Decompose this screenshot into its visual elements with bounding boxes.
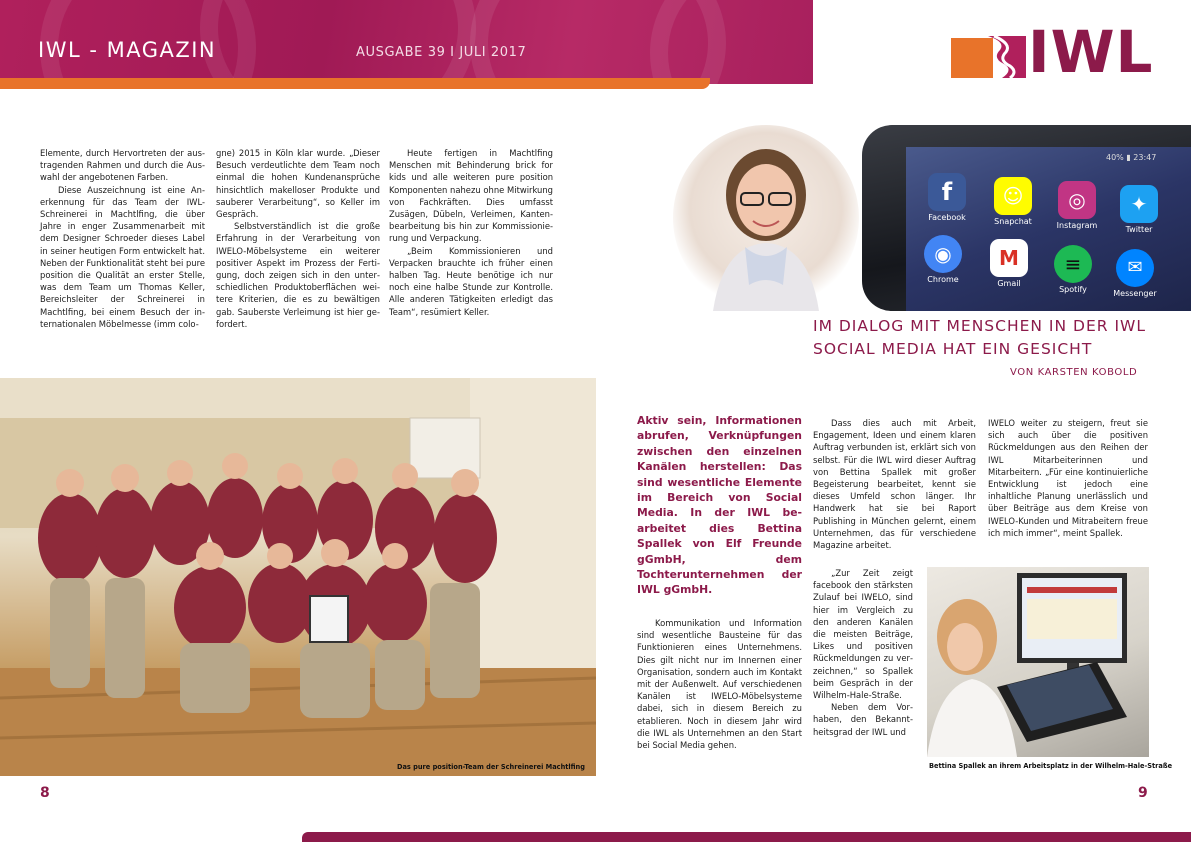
app-label: Spotify (1059, 285, 1087, 294)
app-label: Chrome (927, 275, 959, 284)
paragraph: Diese Auszeichnung ist eine Anerkennung für das Team der IWL-Schreinerei in Machtlfing, die über Jahre in enger Zusammenarbeit mit dem Designer Schroeder dieses Label in seiner heutigen Form entwickelt hat. Neben der Funktionalität steht bei pure position die Qualität an erster Stelle, was dem Team um Thomas Keller, Bereichsleiter der Schreinerei in Machtlfing, bei einem Besuch der internationalen Möbelmesse (imm colo- (40, 184, 205, 329)
app-label: Messenger (1113, 289, 1157, 298)
magazine-title: IWL - MAGAZIN (38, 38, 217, 62)
paragraph: Elemente, durch Hervortreten der austragenden Rahmen und durch die Auswahl der angebotenen Farben. (40, 148, 205, 183)
paragraph: „Zur Zeit zeigt facebook den stärksten Zulauf bei IWELO, sind hier im Vergleich zu den anderen Kanälen die meisten Beiträge, Likes und positiven Rückmeldungen zu verzeichnen,“ so Spallek beim Gespräch in der Wilhelm-Hale-Straße. (813, 568, 913, 701)
snapchat-icon: ☺ (994, 177, 1032, 215)
article-headline-line1: IM DIALOG MIT MENSCHEN IN DER IWL (813, 317, 1146, 335)
app-label: Gmail (997, 279, 1021, 288)
workplace-illustration (927, 567, 1149, 757)
paragraph: Kommunikation und Information sind wesentliche Bausteine für das Funktionieren eines Unternehmens. Dies gilt nicht nur im Innernen einer Organisation, sondern auch im Kontakt mit der Außenwelt. Auf verschiedenen Kanälen ist IWELO-Möbelsysteme dabei, sich in diesem Bereich zu etablieren. Noch in diesem Jahr wird die IWL als Unternehmen an den Start bei Social Media gehen. (637, 618, 802, 751)
left-column-1 (40, 147, 205, 330)
chrome-icon: ◉ (924, 235, 962, 273)
right-column-3 (988, 417, 1148, 539)
footer-bar (302, 832, 1191, 842)
decorative-swirl (200, 0, 476, 84)
workplace-photo (927, 567, 1149, 757)
team-photo-caption: Das pure position-Team der Schreinerei Machtlfing (397, 763, 585, 771)
article-lead: Aktiv sein, Informationen abrufen, Verknüpfungen zwischen den einzelnen Kanälen herstellen: Das sind wesentliche Elemente im Bereich von Social Media. In der IWL bearbeitet dies Bettina Spallek von Elf Freunde gGmbH, dem Tochterunternehmen der IWL gGmbH. (637, 414, 802, 597)
right-column-1 (637, 617, 802, 751)
logo-mark-swirl-icon (988, 36, 1026, 78)
left-column-3 (389, 147, 553, 318)
app-label: Facebook (928, 213, 966, 222)
team-photo-illustration (0, 378, 596, 776)
workplace-photo-caption: Bettina Spallek an ihrem Arbeitsplatz in der Wilhelm-Hale-Straße (929, 762, 1173, 770)
paragraph: gne) 2015 in Köln klar wurde. „Dieser Besuch verdeutlichte dem Team noch einmal die hohen Kundenansprüche hinsichtlich makelloser Produkte und sauberer Verarbeitung“, so Keller im Gespräch. (216, 148, 380, 220)
smartphone-photo (862, 125, 1191, 311)
logo-mark-orange (951, 38, 993, 78)
right-column-2b (813, 567, 913, 738)
decorative-swirl (650, 0, 813, 84)
paragraph: Selbstverständlich ist die große Erfahrung in der Verarbeitung von IWELO-Möbelsysteme ein weiterer positiver Aspekt im Prozess der Fertigung, doch zeigen sich in den unterschiedlichen Produktoberflächen weitere Kriterien, die es zu bewältigen gab. Sauberste Verleimung ist hier gefordert. (216, 221, 380, 329)
logo-text: IWL (1028, 18, 1154, 86)
spotify-icon: ≡ (1054, 245, 1092, 283)
portrait-photo (673, 125, 859, 311)
facebook-icon: f (928, 173, 966, 211)
messenger-icon: ✉ (1116, 249, 1154, 287)
article-byline: VON KARSTEN KOBOLD (1010, 367, 1138, 378)
app-label: Twitter (1125, 225, 1153, 234)
phone-status-bar: 40% ▮ 23:47 (1106, 153, 1157, 162)
article-headline-line2: SOCIAL MEDIA HAT EIN GESICHT (813, 340, 1093, 358)
left-column-2 (216, 147, 380, 330)
header-accent-bar (0, 78, 710, 89)
paragraph: Neben dem Vorhaben, den Bekanntheitsgrad der IWL und (813, 702, 913, 737)
page-number-right: 9 (1138, 785, 1148, 801)
page-number-left: 8 (40, 785, 50, 801)
paragraph: Dass dies auch mit Arbeit, Engagement, Ideen und einem klaren Auftrag verbunden ist, erklärt sich von selbst. Für die IWL wird dieser Auftrag von Bettina Spallek mit großer Begeisterung bearbeitet, kennt sie dieses Umfeld schon länger. Ihr Handwerk hat sie bei Raport Publishing in München gelernt, einem Unternehmen, das für verschiedene Magazine arbeitet. (813, 418, 976, 551)
team-photo (0, 378, 596, 776)
portrait-illustration (673, 125, 859, 311)
twitter-icon: ✦ (1120, 185, 1158, 223)
app-label: Instagram (1056, 221, 1098, 230)
instagram-icon: ◎ (1058, 181, 1096, 219)
issue-info: AUSGABE 39 I JULI 2017 (356, 45, 527, 60)
phone-screen (906, 147, 1191, 311)
gmail-icon: M (990, 239, 1028, 277)
paragraph: „Beim Kommissionieren und Verpacken brauchte ich früher einen halben Tag. Heute benötige ich nur noch eine halbe Stunde zur Kontrolle. Alle anderen Tätigkeiten erledigt das Team“, resümiert Keller. (389, 245, 553, 317)
paragraph: Heute fertigen in Machtlfing Menschen mit Behinderung brick for kids und alle weiteren pure position Komponenten nahezu ohne Mitwirkung von Fachkräften. Dies umfasst Zusägen, Dübeln, Verleimen, Kantenbearbeitung bis hin zur Kommissionierung und Verpackung. (389, 148, 553, 244)
app-label: Snapchat (994, 217, 1032, 226)
right-column-2 (813, 417, 976, 551)
paragraph: IWELO weiter zu steigern, freut sie sich auch über die positiven Rückmeldungen aus den Reihen der IWL Mitarbeiterinnen und Mitarbeitern. „Für eine kontinuierliche Entwicklung ist jedoch eine inhaltliche Planung unerlässlich und über Beiträge aus dem Kreise von IWELO-Kunden und Mitrabeitern freue ich mich immer“, meint Spallek. (988, 418, 1148, 538)
